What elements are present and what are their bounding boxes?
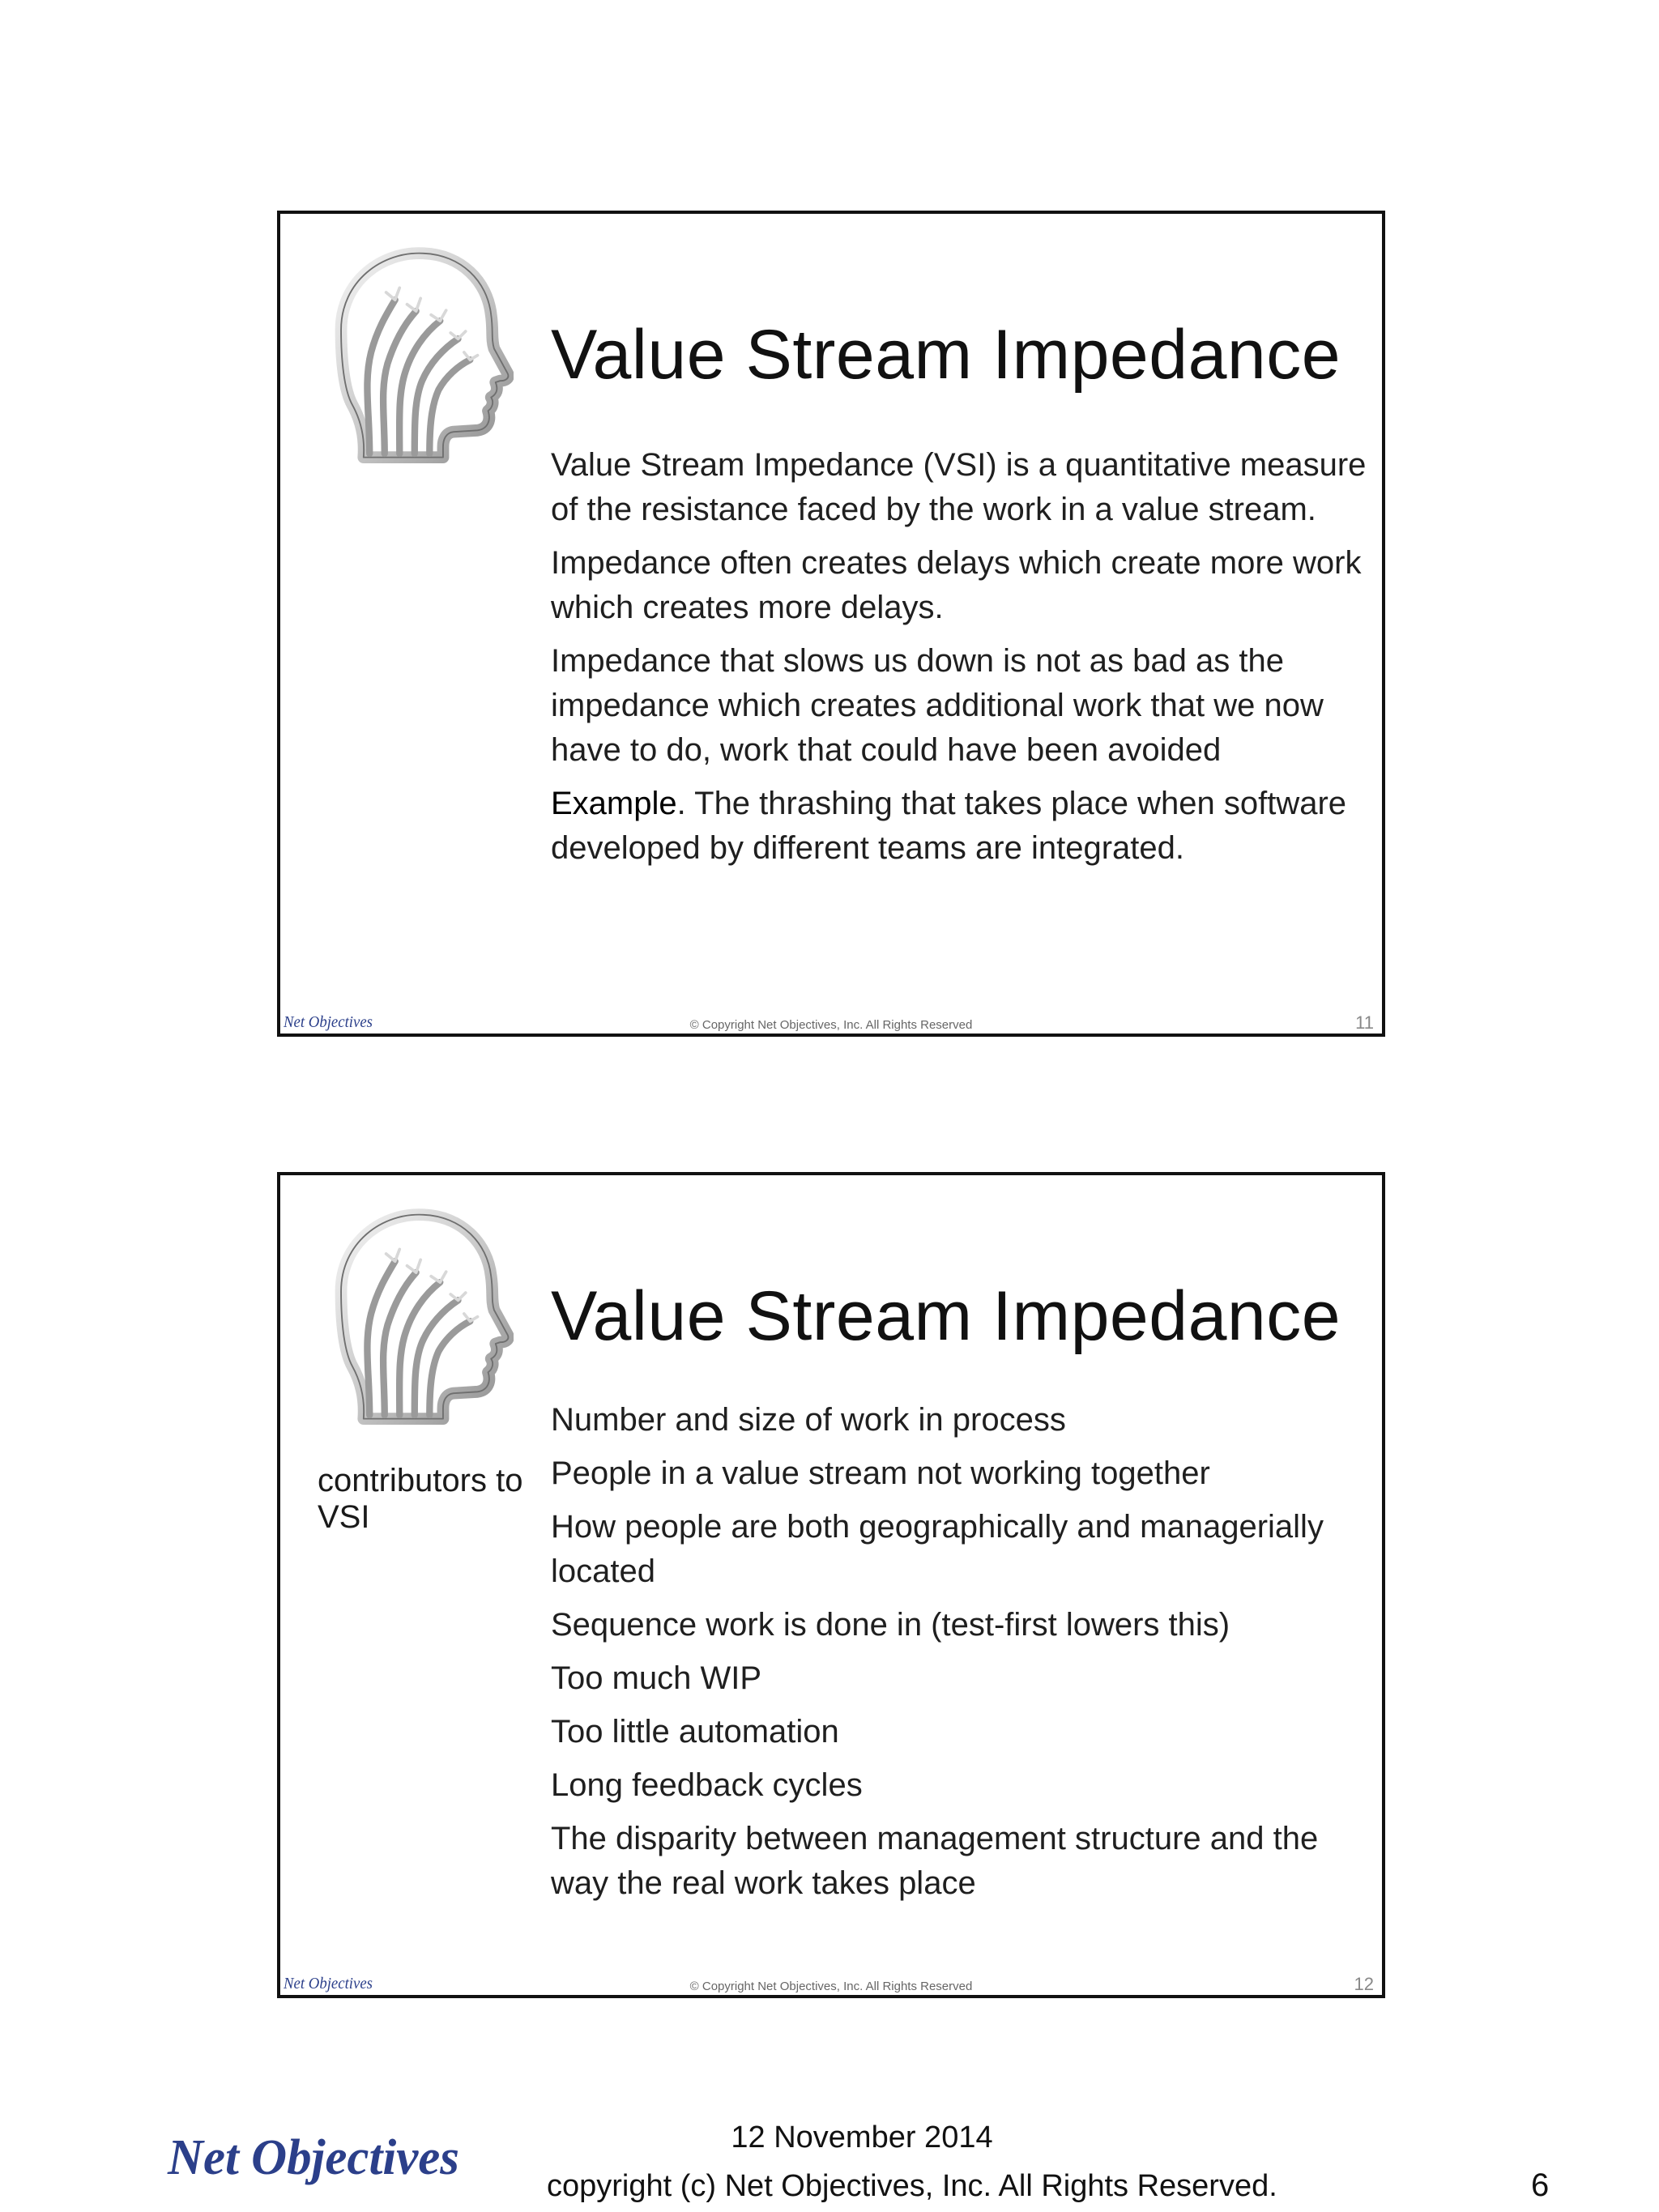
bullet-item: People in a value stream not working together [551, 1455, 1210, 1491]
slide-number: 11 [1355, 1012, 1374, 1033]
page-logo-text: Net Objectives [167, 2130, 459, 2185]
slide-title: Value Stream Impedance [551, 1277, 1341, 1355]
slide-title: Value Stream Impedance [551, 316, 1341, 394]
slide-number: 12 [1354, 1974, 1374, 1994]
side-note: contributors to VSI [318, 1463, 523, 1535]
head-tree-illustration-icon [311, 235, 514, 470]
logo-text: Net Objectives [283, 1975, 373, 1993]
bullet-item: Too little automation [551, 1714, 839, 1750]
logo-text: Net Objectives [283, 1013, 373, 1031]
slide-copyright: © Copyright Net Objectives, Inc. All Rights Reserved [689, 1018, 973, 1032]
bullet-item: Sequence work is done in (test-first lowers this) [551, 1607, 1230, 1643]
example-text: . The thrashing that takes place when software developed by different teams are integrated. [551, 786, 1347, 866]
head-tree-illustration-icon [311, 1196, 514, 1431]
bullet-list [551, 443, 1369, 880]
page-number: 6 [1531, 2167, 1550, 2203]
bullet-item: The disparity between management structure and the way the real work takes place [551, 1821, 1319, 1901]
example-label: Example [551, 786, 677, 821]
bullet-item: How people are both geographically and managerially located [551, 1509, 1324, 1589]
footer-date: 12 November 2014 [731, 2120, 993, 2154]
slide-copyright: © Copyright Net Objectives, Inc. All Rights Reserved [689, 1980, 973, 1993]
bullet-item: Impedance often creates delays which create more work which creates more delays. [551, 545, 1362, 625]
bullet-item: Long feedback cycles [551, 1767, 863, 1803]
bullet-item: Impedance that slows us down is not as bad as the impedance which creates additional work that we now have to do, work that could have been avoided [551, 643, 1324, 768]
bullet-list [551, 1398, 1369, 1915]
bullet-item: Too much WIP [551, 1660, 762, 1696]
bullet-item-example [551, 782, 1369, 871]
bullet-item: Value Stream Impedance (VSI) is a quantitative measure of the resistance faced by the work in a value stream. [551, 447, 1367, 527]
slide-12 [277, 1172, 1385, 1998]
bullet-item: Number and size of work in process [551, 1402, 1066, 1438]
slide-11 [277, 211, 1385, 1037]
footer-copyright: copyright (c) Net Objectives, Inc. All Rights Reserved. [547, 2169, 1277, 2203]
